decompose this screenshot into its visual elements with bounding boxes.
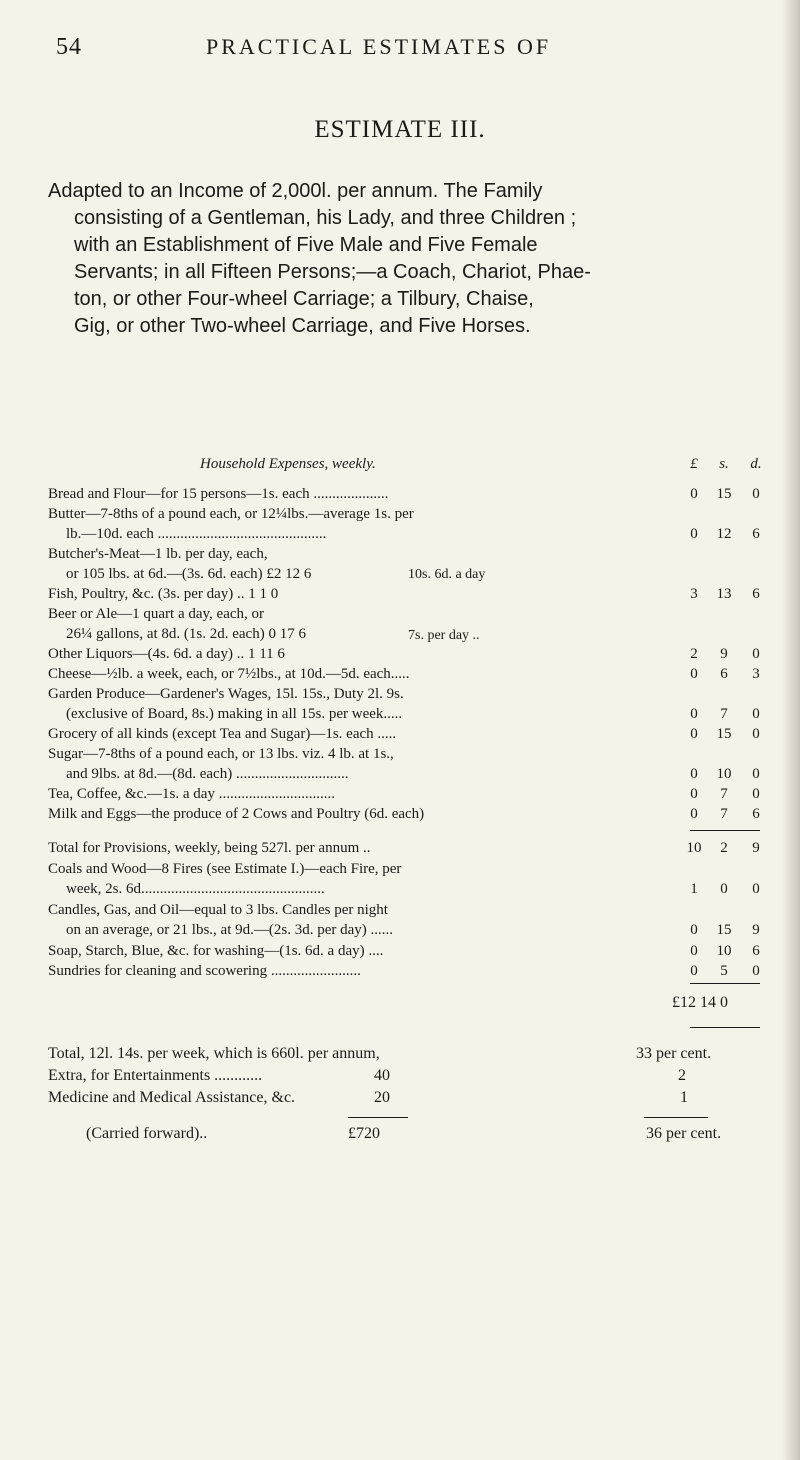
carried-forward-label: (Carried forward).. (86, 1125, 208, 1142)
table-row-text: Sundries for cleaning and scowering ........................ (48, 963, 361, 979)
table-row-text: on an average, or 21 lbs., at 9d.—(2s. 3d. per day) ...... (66, 922, 393, 938)
table-row-amounts (683, 644, 773, 664)
summary-line-2: Extra, for Entertainments ............ (48, 1067, 263, 1084)
table-row-amounts (683, 704, 773, 724)
summary-pct-1: 33 per cent. (636, 1045, 712, 1062)
table-row-amounts (683, 624, 773, 644)
table-row-amounts (683, 879, 773, 899)
amount-pence: 0 (752, 766, 760, 782)
brace-note-beer: 7s. per day .. (408, 628, 480, 643)
estimate-title: ESTIMATE III. (314, 116, 486, 143)
intro-line: ton, or other Four-wheel Carriage; a Tilbury, Chaise, (74, 288, 534, 310)
table-row-text: 26¼ gallons, at 8d. (1s. 2d. each) 0 17 6 (66, 626, 306, 642)
table-row-amounts (683, 784, 773, 804)
table-row-amounts (683, 838, 773, 858)
amount-pounds: 0 (690, 706, 698, 722)
amount-shillings: 7 (720, 786, 728, 802)
total-rule (690, 983, 760, 984)
table-row-text: Bread and Flour—for 15 persons—1s. each .................... (48, 486, 389, 502)
amount-pence: 0 (752, 486, 760, 502)
table-row-text: Sugar—7-8ths of a pound each, or 13 lbs. viz. 4 lb. at 1s., (48, 746, 394, 762)
table-row-amounts (683, 804, 773, 824)
table-row-text: Garden Produce—Gardener's Wages, 15l. 15s., Duty 2l. 9s. (48, 686, 404, 702)
table-row-text: Fish, Poultry, &c. (3s. per day) .. 1 1 0 (48, 586, 279, 602)
table-row-text: week, 2s. 6d................................................. (66, 881, 325, 897)
table-row-amounts (683, 920, 773, 940)
amount-pence: 0 (752, 786, 760, 802)
summary-amount-3: 20 (374, 1089, 390, 1106)
amount-pounds: 0 (690, 786, 698, 802)
amount-pence: 0 (752, 881, 760, 897)
table-row-text: (exclusive of Board, 8s.) making in all 15s. per week..... (66, 706, 403, 722)
table-row-text: Total for Provisions, weekly, being 527l. per annum .. (48, 840, 371, 856)
amount-pounds: 0 (690, 666, 698, 682)
intro-line: Adapted to an Income of 2,000l. per annum. The Family (48, 180, 543, 202)
table-row-text: Soap, Starch, Blue, &c. for washing—(1s. 6d. a day) .... (48, 942, 384, 959)
table-row-text: lb.—10d. each ............................................. (66, 526, 327, 542)
table-row-text: Beer or Ale—1 quart a day, each, or (48, 606, 265, 622)
amount-shillings: 7 (720, 806, 728, 822)
amount-pence: 6 (752, 942, 760, 959)
table-row-text: Tea, Coffee, &c.—1s. a day ............................... (48, 786, 335, 802)
col-pounds-header: £ (690, 456, 698, 472)
amount-pounds: 1 (690, 881, 698, 897)
amount-shillings: 2 (720, 840, 728, 856)
carried-rule-amount (348, 1117, 408, 1118)
summary-line-1: Total, 12l. 14s. per week, which is 660l. per annum, (48, 1045, 380, 1062)
table-row-amounts (683, 604, 773, 624)
amount-shillings: 12 (716, 526, 732, 542)
table-row-amounts (683, 564, 773, 584)
grand-total: £12 14 0 (672, 994, 728, 1011)
intro-paragraph (48, 178, 754, 340)
amount-pence: 9 (752, 922, 760, 938)
summary-amount-2: 40 (374, 1067, 390, 1084)
section-heading: Household Expenses, weekly. (200, 456, 376, 472)
table-row-amounts (683, 664, 773, 684)
table-row-text: Milk and Eggs—the produce of 2 Cows and Poultry (6d. each) (48, 806, 425, 822)
summary-line-3: Medicine and Medical Assistance, &c. (48, 1089, 296, 1106)
amount-shillings: 10 (716, 942, 732, 959)
running-title: PRACTICAL ESTIMATES OF (206, 34, 552, 59)
amount-pounds: 10 (686, 840, 702, 856)
amount-pounds: 0 (690, 942, 698, 959)
amount-shillings: 10 (716, 766, 732, 782)
table-row-text: Grocery of all kinds (except Tea and Sugar)—1s. each ..... (48, 726, 397, 742)
table-row-amounts (683, 900, 773, 920)
table-row-amounts (683, 584, 773, 604)
amount-shillings: 13 (716, 586, 732, 602)
summary-pct-2: 2 (678, 1067, 686, 1084)
amount-pounds: 3 (690, 586, 698, 602)
amount-pence: 6 (752, 586, 760, 602)
intro-line: consisting of a Gentleman, his Lady, and three Children ; (74, 207, 577, 229)
table-row-amounts (683, 684, 773, 704)
amount-pounds: 0 (690, 726, 698, 742)
table-row-amounts (683, 724, 773, 744)
amount-pounds: 0 (690, 526, 698, 542)
amount-shillings: 6 (720, 666, 728, 682)
carried-rule-pct (644, 1117, 708, 1118)
amount-shillings: 0 (720, 881, 728, 897)
table-row-text: or 105 lbs. at 6d.—(3s. 6d. each) £2 12 6 (66, 566, 312, 582)
carried-forward-amount: £720 (348, 1125, 380, 1142)
total-double-rule (690, 1027, 760, 1028)
col-shillings-header: s. (719, 456, 729, 472)
intro-line: with an Establishment of Five Male and Five Female (74, 234, 538, 256)
table-row-amounts (683, 504, 773, 524)
amount-shillings: 15 (716, 726, 732, 742)
carried-forward-pct: 36 per cent. (646, 1125, 722, 1142)
amount-shillings: 15 (716, 486, 732, 502)
table-row-amounts (683, 941, 773, 961)
table-row-amounts (683, 544, 773, 564)
amount-pounds: 2 (690, 646, 698, 662)
amount-shillings: 9 (720, 646, 728, 662)
amount-pence: 3 (752, 666, 760, 682)
amount-pence: 0 (752, 646, 760, 662)
amount-pence: 9 (752, 840, 760, 856)
amount-shillings: 15 (716, 922, 732, 938)
table-row-amounts (683, 524, 773, 544)
table-row-text: Cheese—½lb. a week, each, or 7½lbs., at 10d.—5d. each..... (48, 666, 410, 682)
table-row-amounts (683, 484, 773, 504)
table-row-amounts (683, 744, 773, 764)
table-row-amounts (683, 764, 773, 784)
subtotal-rule (690, 830, 760, 831)
col-pence-header: d. (750, 456, 762, 472)
amount-pence: 0 (752, 963, 760, 979)
amount-shillings: 5 (720, 963, 728, 979)
page-edge-shadow (782, 0, 800, 1460)
amount-pence: 0 (752, 706, 760, 722)
amount-shillings: 7 (720, 706, 728, 722)
amount-pence: 0 (752, 726, 760, 742)
table-row-text: Butcher's-Meat—1 lb. per day, each, (48, 546, 268, 562)
amount-pounds: 0 (690, 806, 698, 822)
amount-pounds: 0 (690, 922, 698, 938)
amount-pounds: 0 (690, 766, 698, 782)
amount-pence: 6 (752, 526, 760, 542)
running-head (56, 26, 756, 66)
table-row-text: Coals and Wood—8 Fires (see Estimate I.)—each Fire, per (48, 860, 402, 877)
table-row-text: Candles, Gas, and Oil—equal to 3 lbs. Candles per night (48, 901, 388, 918)
table-row-amounts (683, 859, 773, 879)
intro-line: Gig, or other Two-wheel Carriage, and Five Horses. (74, 315, 531, 337)
page-number: 54 (56, 34, 82, 60)
table-row-text: Butter—7-8ths of a pound each, or 12¼lbs.—average 1s. per (48, 506, 414, 522)
table-row-text: Other Liquors—(4s. 6d. a day) .. 1 11 6 (48, 646, 285, 662)
summary-pct-3: 1 (680, 1089, 688, 1106)
table-row-text: and 9lbs. at 8d.—(8d. each) .............................. (66, 766, 349, 782)
amount-pence: 6 (752, 806, 760, 822)
brace-note-meat: 10s. 6d. a day (408, 567, 486, 582)
amount-pounds: 0 (690, 963, 698, 979)
intro-line: Servants; in all Fifteen Persons;—a Coach, Chariot, Phae- (74, 261, 591, 283)
table-row-amounts (683, 961, 773, 981)
amount-pounds: 0 (690, 486, 698, 502)
